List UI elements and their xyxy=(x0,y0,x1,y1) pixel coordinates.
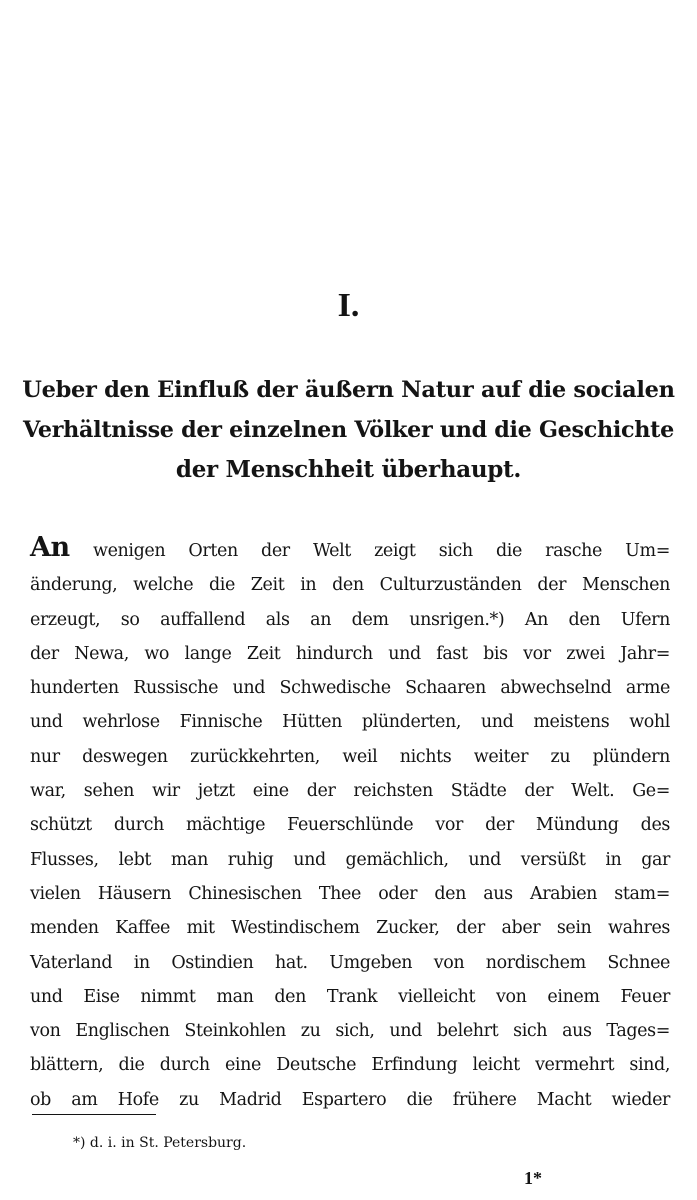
chapter-title xyxy=(20,370,677,490)
body-line: der Newa, wo lange Zeit hindurch und fast bis vor zwei Jahr= xyxy=(30,643,670,664)
initial-letters: An xyxy=(30,532,70,563)
body-line: erzeugt, so auffallend als an dem unsrigen.*) An den Ufern xyxy=(30,609,670,630)
sheet-signature: 1* xyxy=(524,1168,542,1188)
chapter-title-line: Verhältnisse der einzelnen Völker und die Geschichte xyxy=(22,417,675,443)
chapter-title-line: der Menschheit überhaupt. xyxy=(175,456,522,483)
body-line: änderung, welche die Zeit in den Culturzuständen der Menschen xyxy=(30,575,670,596)
body-line: und wehrlose Finnische Hütten plünderten, und meistens wohl xyxy=(30,712,670,733)
body-line: ob am Hofe zu Madrid Espartero die frühere Macht wieder xyxy=(30,1089,670,1110)
body-line: war, sehen wir jetzt eine der reichsten Städte der Welt. Ge= xyxy=(30,781,670,802)
body-line-first xyxy=(30,534,670,568)
body-line: von Englischen Steinkohlen zu sich, und belehrt sich aus Tages= xyxy=(30,1021,670,1042)
body-line: Vaterland in Ostindien hat. Umgeben von nordischem Schnee xyxy=(30,952,670,973)
chapter-number: I. xyxy=(337,287,360,324)
body-line: und Eise nimmt man den Trank vielleicht von einem Feuer xyxy=(30,986,670,1007)
body-line: Flusses, lebt man ruhig und gemächlich, und versüßt in gar xyxy=(30,849,670,870)
body-line: blättern, die durch eine Deutsche Erfindung leicht vermehrt sind, xyxy=(30,1055,670,1076)
body-line: menden Kaffee mit Westindischem Zucker, der aber sein wahres xyxy=(30,918,670,939)
body-paragraph xyxy=(30,534,670,1117)
body-line: vielen Häusern Chinesischen Thee oder den aus Arabien stam= xyxy=(30,883,670,904)
footnote-divider xyxy=(32,1114,156,1115)
body-line: nur deswegen zurückkehrten, weil nichts weiter zu plündern xyxy=(30,746,670,767)
chapter-title-line: Ueber den Einfluß der äußern Natur auf die socialen xyxy=(22,377,675,403)
body-line: hunderten Russische und Schwedische Schaaren abwechselnd arme xyxy=(30,678,670,699)
footnote: *) d. i. in St. Petersburg. xyxy=(73,1135,247,1151)
body-line-text: wenigen Orten der Welt zeigt sich die rasche Um= xyxy=(69,541,670,561)
body-line: schützt durch mächtige Feuerschlünde vor der Mündung des xyxy=(30,815,670,836)
